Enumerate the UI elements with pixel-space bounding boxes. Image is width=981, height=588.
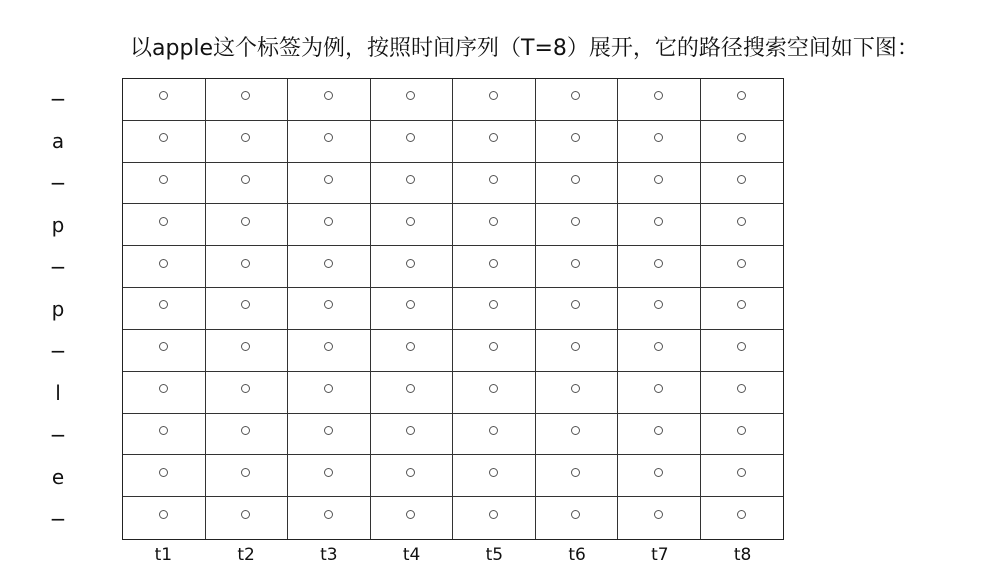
path-node-circle <box>241 300 250 309</box>
path-node-circle <box>406 91 415 100</box>
path-node-circle <box>406 510 415 519</box>
grid-cell <box>618 372 701 414</box>
path-node-circle <box>489 510 498 519</box>
grid-cell <box>701 497 784 539</box>
path-node-circle <box>241 259 250 268</box>
grid-cell <box>701 372 784 414</box>
path-node-circle <box>737 342 746 351</box>
time-step-label-8: t8 <box>733 545 752 565</box>
grid-cell <box>371 163 454 205</box>
grid-cell <box>701 204 784 246</box>
row-label-9: e <box>51 465 65 489</box>
path-node-circle <box>241 217 250 226</box>
grid-cell <box>618 163 701 205</box>
grid-cell <box>206 79 289 121</box>
time-step-label-5: t5 <box>485 545 504 565</box>
grid-cell <box>371 455 454 497</box>
grid-cell <box>123 246 206 288</box>
path-node-circle <box>654 426 663 435</box>
path-node-circle <box>159 300 168 309</box>
path-node-circle <box>737 259 746 268</box>
row-label-7: l <box>55 381 61 405</box>
path-node-circle <box>324 175 333 184</box>
grid-cell <box>288 330 371 372</box>
grid-cell <box>206 121 289 163</box>
grid-cell <box>453 204 536 246</box>
path-node-circle <box>406 133 415 142</box>
path-node-circle <box>324 384 333 393</box>
path-node-circle <box>571 426 580 435</box>
path-node-circle <box>159 342 168 351</box>
grid-cell <box>371 330 454 372</box>
grid-cell <box>536 288 619 330</box>
path-node-circle <box>571 300 580 309</box>
path-node-circle <box>654 217 663 226</box>
grid-cell <box>536 330 619 372</box>
path-node-circle <box>489 342 498 351</box>
path-node-circle <box>406 259 415 268</box>
path-node-circle <box>159 384 168 393</box>
path-node-circle <box>241 342 250 351</box>
grid-cell <box>123 372 206 414</box>
grid-cell <box>123 79 206 121</box>
path-node-circle <box>159 175 168 184</box>
path-node-circle <box>737 384 746 393</box>
grid-cell <box>618 497 701 539</box>
grid-cell <box>206 204 289 246</box>
path-node-circle <box>241 175 250 184</box>
path-node-circle <box>571 91 580 100</box>
path-node-circle <box>654 342 663 351</box>
row-label-1: a <box>51 129 65 153</box>
path-node-circle <box>406 426 415 435</box>
grid-cell <box>453 246 536 288</box>
grid-cell <box>371 246 454 288</box>
grid-cell <box>701 330 784 372</box>
path-node-circle <box>489 468 498 477</box>
row-label-6: − <box>49 339 67 363</box>
path-node-circle <box>737 175 746 184</box>
row-label-4: − <box>49 255 67 279</box>
grid-cell <box>288 79 371 121</box>
path-node-circle <box>489 91 498 100</box>
grid-cell <box>123 163 206 205</box>
path-search-grid <box>122 78 784 540</box>
grid-cell <box>701 414 784 456</box>
grid-cell <box>536 163 619 205</box>
grid-cell <box>618 330 701 372</box>
path-node-circle <box>489 426 498 435</box>
path-node-circle <box>324 91 333 100</box>
grid-cell <box>453 288 536 330</box>
path-node-circle <box>241 133 250 142</box>
grid-cell <box>536 497 619 539</box>
grid-cell <box>453 497 536 539</box>
grid-cell <box>453 163 536 205</box>
path-node-circle <box>654 384 663 393</box>
path-node-circle <box>489 384 498 393</box>
grid-cell <box>288 204 371 246</box>
path-node-circle <box>571 133 580 142</box>
grid-cell <box>206 288 289 330</box>
path-node-circle <box>571 468 580 477</box>
time-step-label-3: t3 <box>320 545 338 565</box>
grid-cell <box>371 372 454 414</box>
time-step-labels <box>122 542 784 568</box>
path-node-circle <box>241 468 250 477</box>
path-node-circle <box>406 175 415 184</box>
path-node-circle <box>737 468 746 477</box>
path-node-circle <box>571 259 580 268</box>
grid-cell <box>288 455 371 497</box>
path-node-circle <box>571 510 580 519</box>
grid-cell <box>371 414 454 456</box>
path-node-circle <box>571 217 580 226</box>
grid-cell <box>206 330 289 372</box>
grid-cell <box>618 121 701 163</box>
path-node-circle <box>324 259 333 268</box>
path-node-circle <box>737 426 746 435</box>
path-node-circle <box>159 510 168 519</box>
path-node-circle <box>159 91 168 100</box>
path-node-circle <box>324 342 333 351</box>
path-node-circle <box>324 468 333 477</box>
grid-cell <box>123 204 206 246</box>
time-step-label-1: t1 <box>154 545 173 565</box>
grid-cell <box>453 455 536 497</box>
path-node-circle <box>571 342 580 351</box>
grid-cell <box>288 163 371 205</box>
grid-cell <box>206 372 289 414</box>
path-node-circle <box>654 175 663 184</box>
grid-cell <box>536 121 619 163</box>
path-node-circle <box>489 259 498 268</box>
path-node-circle <box>571 384 580 393</box>
path-node-circle <box>489 133 498 142</box>
row-label-2: − <box>49 171 67 195</box>
path-node-circle <box>159 133 168 142</box>
path-node-circle <box>324 300 333 309</box>
grid-cell <box>288 288 371 330</box>
path-node-circle <box>241 384 250 393</box>
path-node-circle <box>654 300 663 309</box>
path-node-circle <box>654 133 663 142</box>
grid-cell <box>288 372 371 414</box>
row-label-0: − <box>49 87 67 111</box>
grid-cell <box>453 121 536 163</box>
path-node-circle <box>324 426 333 435</box>
path-node-circle <box>654 259 663 268</box>
grid-cell <box>701 246 784 288</box>
path-node-circle <box>324 510 333 519</box>
path-node-circle <box>241 91 250 100</box>
path-node-circle <box>406 384 415 393</box>
time-step-label-6: t6 <box>568 545 586 565</box>
path-node-circle <box>489 175 498 184</box>
grid-cell <box>701 163 784 205</box>
grid-cell <box>288 497 371 539</box>
grid-cell <box>536 79 619 121</box>
path-node-circle <box>406 468 415 477</box>
grid-cell <box>123 330 206 372</box>
grid-cell <box>123 414 206 456</box>
grid-cell <box>536 204 619 246</box>
path-node-circle <box>159 426 168 435</box>
grid-cell <box>701 288 784 330</box>
grid-cell <box>371 204 454 246</box>
grid-cell <box>288 414 371 456</box>
path-node-circle <box>489 300 498 309</box>
grid-cell <box>536 372 619 414</box>
grid-cell <box>206 163 289 205</box>
grid-cell <box>123 121 206 163</box>
row-label-10: − <box>49 507 67 531</box>
grid-cell <box>206 455 289 497</box>
grid-cell <box>371 497 454 539</box>
path-node-circle <box>737 91 746 100</box>
row-label-5: p <box>51 297 65 321</box>
grid-cell <box>288 121 371 163</box>
grid-cell <box>701 455 784 497</box>
row-label-8: − <box>49 423 67 447</box>
path-node-circle <box>159 259 168 268</box>
grid-cell <box>206 414 289 456</box>
grid-cell <box>701 121 784 163</box>
path-node-circle <box>489 217 498 226</box>
grid-cell <box>123 497 206 539</box>
path-node-circle <box>406 342 415 351</box>
path-node-circle <box>737 133 746 142</box>
grid-cell <box>371 288 454 330</box>
grid-cell <box>453 330 536 372</box>
grid-cell <box>206 246 289 288</box>
path-node-circle <box>159 217 168 226</box>
grid-cell <box>618 246 701 288</box>
path-node-circle <box>737 300 746 309</box>
path-node-circle <box>241 426 250 435</box>
path-node-circle <box>406 300 415 309</box>
grid-cell <box>618 79 701 121</box>
grid-cell <box>536 414 619 456</box>
path-node-circle <box>324 133 333 142</box>
path-node-circle <box>159 468 168 477</box>
path-node-circle <box>737 510 746 519</box>
row-labels <box>40 78 76 540</box>
grid-cell <box>453 414 536 456</box>
grid-cell <box>618 414 701 456</box>
path-node-circle <box>654 510 663 519</box>
grid-cell <box>701 79 784 121</box>
grid-cell <box>618 455 701 497</box>
grid-cell <box>453 79 536 121</box>
time-step-label-7: t7 <box>651 545 669 565</box>
diagram-title: 以apple这个标签为例，按照时间序列（T=8）展开，它的路径搜索空间如下图： <box>130 36 919 61</box>
grid-cell <box>288 246 371 288</box>
grid-cell <box>206 497 289 539</box>
grid-cell <box>536 246 619 288</box>
row-label-3: p <box>51 213 65 237</box>
grid-cell <box>536 455 619 497</box>
path-node-circle <box>654 468 663 477</box>
time-step-label-2: t2 <box>237 545 255 565</box>
path-node-circle <box>571 175 580 184</box>
grid-cell <box>371 79 454 121</box>
path-node-circle <box>737 217 746 226</box>
path-node-circle <box>406 217 415 226</box>
path-node-circle <box>324 217 333 226</box>
grid-cell <box>618 204 701 246</box>
time-step-label-4: t4 <box>402 545 421 565</box>
grid-cell <box>371 121 454 163</box>
grid-cell <box>453 372 536 414</box>
path-node-circle <box>654 91 663 100</box>
grid-cell <box>123 455 206 497</box>
grid-cell <box>123 288 206 330</box>
path-node-circle <box>241 510 250 519</box>
grid-cell <box>618 288 701 330</box>
